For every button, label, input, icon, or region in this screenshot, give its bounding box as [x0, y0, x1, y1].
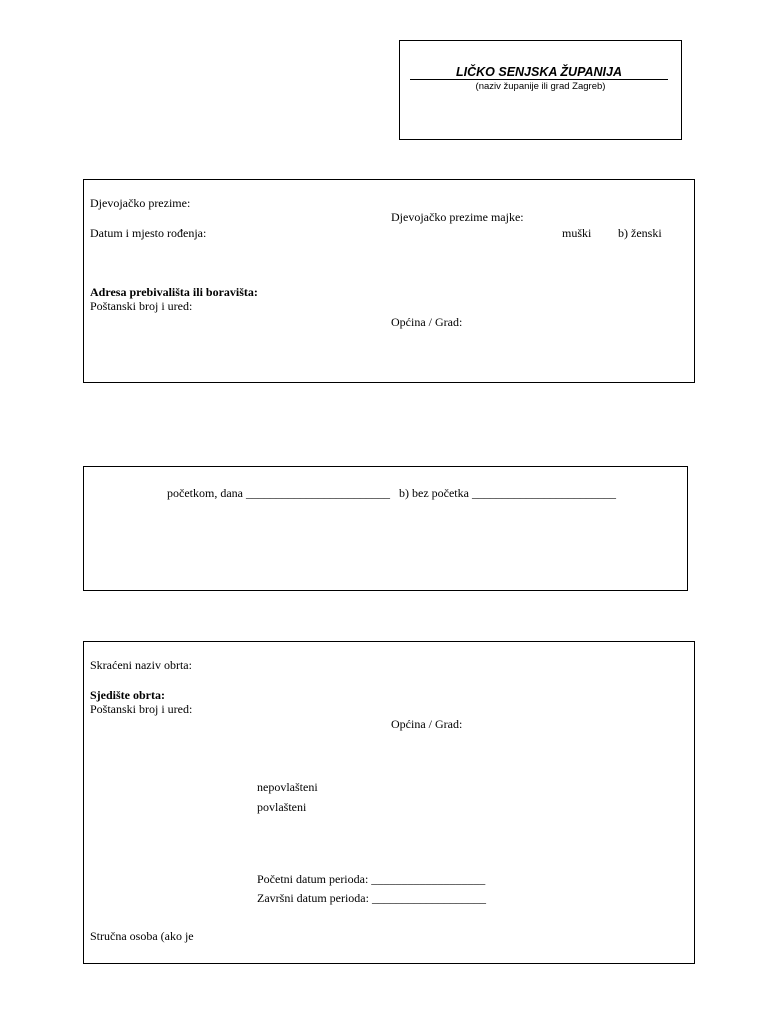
- business-section: [83, 641, 695, 964]
- authorized-option[interactable]: povlašteni: [257, 800, 307, 814]
- start-section: [83, 466, 688, 591]
- postal-label: Poštanski broj i ured:: [90, 299, 193, 313]
- county-header-box: [399, 40, 682, 140]
- municipality-label: Općina / Grad:: [391, 315, 463, 329]
- business-municipality-label: Općina / Grad:: [391, 717, 463, 731]
- address-heading: Adresa prebivališta ili boravišta:: [90, 285, 258, 299]
- short-name-label: Skraćeni naziv obrta:: [90, 658, 192, 672]
- maiden-name-label: Djevojačko prezime:: [90, 196, 191, 210]
- expert-person-label: Stručna osoba (ako je: [90, 929, 194, 943]
- personal-info-section: [83, 179, 695, 383]
- county-hint: (naziv županije ili grad Zagreb): [475, 81, 606, 92]
- gender-female-option[interactable]: b) ženski: [618, 226, 662, 240]
- unauthorized-option[interactable]: nepovlašteni: [257, 780, 318, 794]
- business-postal-label: Poštanski broj i ured:: [90, 702, 193, 716]
- gender-male-option[interactable]: muški: [562, 226, 592, 240]
- mother-maiden-name-label: Djevojačko prezime majke:: [391, 210, 524, 224]
- without-start-option[interactable]: b) bez početka ________________________: [399, 486, 616, 500]
- birth-label: Datum i mjesto rođenja:: [90, 226, 207, 240]
- with-start-date-option[interactable]: početkom, dana ________________________: [167, 486, 390, 500]
- county-name: LIČKO SENJSKA ŽUPANIJA: [410, 65, 668, 80]
- seat-heading: Sjedište obrta:: [90, 688, 165, 702]
- period-start-field[interactable]: Početni datum perioda: ___________________: [257, 872, 486, 886]
- period-end-field[interactable]: Završni datum perioda: ___________________: [257, 891, 486, 905]
